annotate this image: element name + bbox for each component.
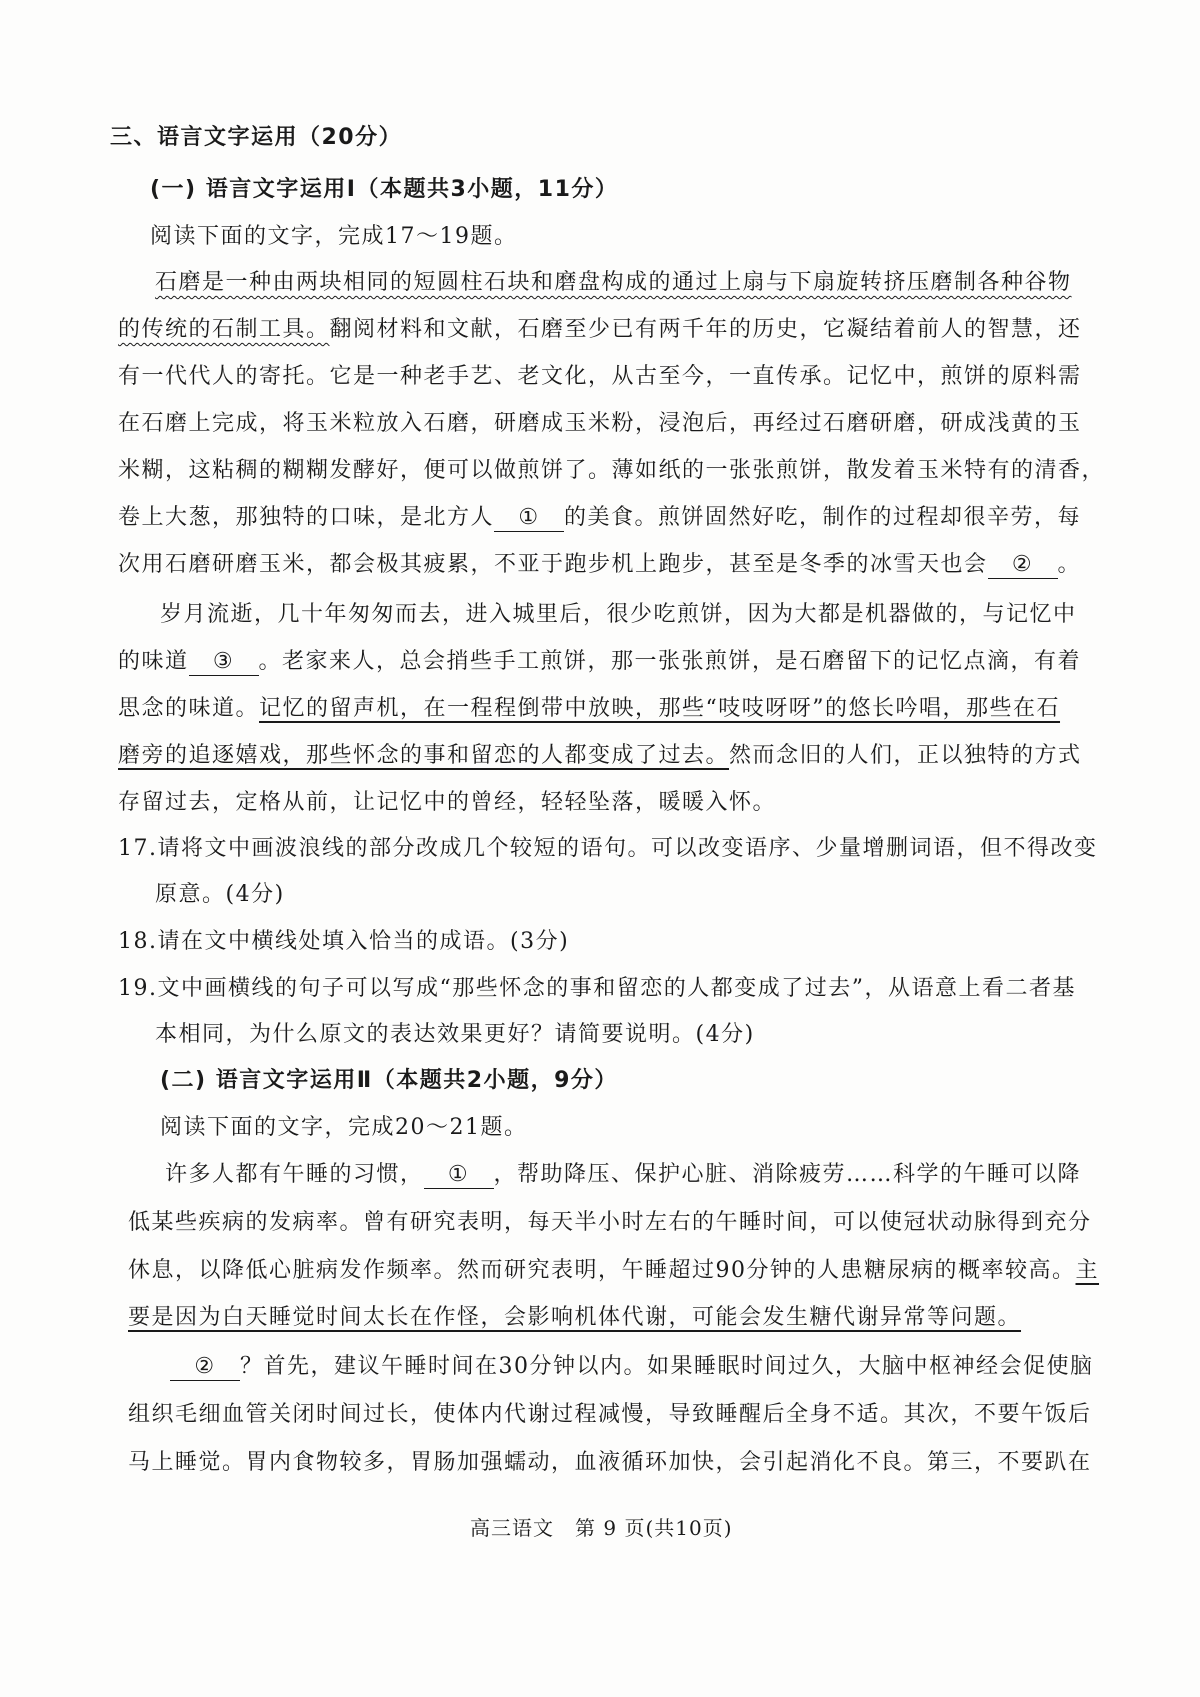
- question-19: 19.文中画横线的句子可以写成“那些怀念的事和留恋的人都变成了过去”，从语意上看二者基: [118, 976, 1076, 1001]
- text-run: ？首先，建议午睡时间在30分钟以内。如果睡眠时间过久，大脑中枢神经会促使脑: [240, 1354, 1094, 1379]
- wavy-underlined-text: 石磨是一种由两块相同的短圆柱石块和磨盘构成的通过上扇与下扇旋转挤压磨制各种谷物: [155, 270, 1072, 295]
- part1-instruction: 阅读下面的文字，完成17～19题。: [150, 224, 518, 249]
- fill-blank: ②: [170, 1354, 240, 1381]
- text-run: 的美食。煎饼固然好吃，制作的过程却很辛劳，每: [564, 505, 1082, 530]
- underlined-text: 要是因为白天睡觉时间太长在作怪，会影响机体代谢，可能会发生糖代谢异常等问题。: [128, 1305, 1022, 1330]
- passage1-line: 岁月流逝，几十年匆匆而去，进入城里后，很少吃煎饼，因为大都是机器做的，与记忆中: [160, 602, 1077, 627]
- passage1-line: 有一代代人的寄托。它是一种老手艺、老文化，从古至今，一直传承。记忆中，煎饼的原料需: [118, 364, 1082, 389]
- question-18: 18.请在文中横线处填入恰当的成语。(3分): [118, 929, 570, 954]
- passage2-line: [128, 1256, 1099, 1286]
- underlined-text: 主: [1075, 1258, 1100, 1283]
- text-run: 的味道: [118, 649, 189, 674]
- text-run: 。: [1057, 552, 1082, 577]
- passage1-line: [118, 694, 1060, 724]
- text-run: 休息，以降低心脏病发作频率。然而研究表明，午睡超过90分钟的人患糖尿病的概率较高。: [128, 1258, 1076, 1283]
- text-run: 。老家来人，总会捎些手工煎饼，那一张张煎饼，是石磨留下的记忆点滴，有着: [258, 649, 1082, 674]
- text-run: 思念的味道。: [118, 696, 260, 721]
- passage1-line: 米糊，这粘稠的糊糊发酵好，便可以做煎饼了。薄如纸的一张张煎饼，散发着玉米特有的清香，: [118, 458, 1106, 483]
- text-run: ，帮助降压、保护心脏、消除疲劳……科学的午睡可以降: [493, 1162, 1082, 1187]
- passage1-line: 存留过去，定格从前，让记忆中的曾经，轻轻坠落，暖暖入怀。: [118, 790, 777, 815]
- passage2-line: [165, 1160, 1081, 1190]
- wavy-underlined-text: 的传统的石制工具。: [118, 317, 330, 342]
- part1-heading: (一) 语言文字运用Ⅰ（本题共3小题，11分）: [150, 177, 619, 202]
- part2-heading: (二) 语言文字运用Ⅱ（本题共2小题，9分）: [160, 1068, 618, 1093]
- passage2-line: [128, 1303, 1021, 1333]
- text-run: 然而念旧的人们，正以独特的方式: [729, 743, 1082, 768]
- section-heading: 三、语言文字运用（20分）: [110, 125, 403, 150]
- passage1-line: [155, 268, 1072, 298]
- fill-blank: ①: [494, 505, 564, 532]
- passage2-line: [170, 1352, 1094, 1382]
- question-17: 17.请将文中画波浪线的部分改成几个较短的语句。可以改变语序、少量增删词语，但不得改变: [118, 836, 1098, 861]
- fill-blank: ②: [988, 552, 1058, 579]
- passage1-line: [118, 315, 1082, 345]
- part2-instruction: 阅读下面的文字，完成20～21题。: [160, 1115, 528, 1140]
- passage1-line: [118, 647, 1081, 677]
- fill-blank: ③: [189, 649, 259, 676]
- underlined-text: 记忆的留声机，在一程程倒带中放映，那些“吱吱呀呀”的悠长吟唱，那些在石: [259, 696, 1061, 721]
- passage1-line: [118, 503, 1081, 533]
- text-run: 翻阅材料和文献，石磨至少已有两千年的历史，它凝结着前人的智慧，还: [329, 317, 1082, 342]
- passage1-line: [118, 550, 1081, 580]
- underlined-text: 磨旁的追逐嬉戏，那些怀念的事和留恋的人都变成了过去。: [118, 743, 730, 768]
- passage2-line: 低某些疾病的发病率。曾有研究表明，每天半小时左右的午睡时间，可以使冠状动脉得到充分: [128, 1210, 1092, 1235]
- question-19-cont: 本相同，为什么原文的表达效果更好？请简要说明。(4分): [155, 1022, 755, 1047]
- fill-blank: ①: [424, 1162, 494, 1189]
- passage2-line: 马上睡觉。胃内食物较多，胃肠加强蠕动，血液循环加快，会引起消化不良。第三，不要趴在: [128, 1450, 1092, 1475]
- text-run: 许多人都有午睡的习惯，: [165, 1162, 424, 1187]
- page-footer: 高三语文 第 9 页(共10页): [470, 1516, 733, 1540]
- text-run: 次用石磨研磨玉米，都会极其疲累，不亚于跑步机上跑步，甚至是冬季的冰雪天也会: [118, 552, 988, 577]
- text-run: 卷上大葱，那独特的口味，是北方人: [118, 505, 495, 530]
- passage1-line: 在石磨上完成，将玉米粒放入石磨，研磨成玉米粉，浸泡后，再经过石磨研磨，研成浅黄的玉: [118, 411, 1082, 436]
- passage1-line: [118, 741, 1082, 771]
- question-17-cont: 原意。(4分): [155, 882, 285, 907]
- passage2-line: 组织毛细血管关闭时间过长，使体内代谢过程减慢，导致睡醒后全身不适。其次，不要午饭后: [128, 1402, 1092, 1427]
